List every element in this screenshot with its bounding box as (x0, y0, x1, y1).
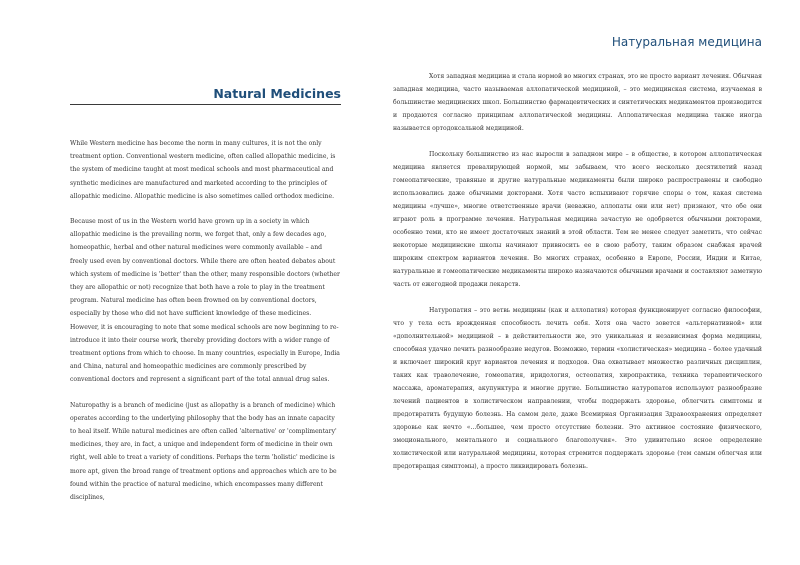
english-title: Natural Medicines (70, 86, 341, 105)
russian-paragraph-2: Поскольку большинство из нас выросли в западном мире – в обществе, в котором аллопатическая медицина является превалирующей нормой, мы забываем, что всего несколько десятилетий назад гомеопатические, травяные и другие натуральные медикаменты были широко распространены и свободно использовались даже обычными докторами. Хотя часто вспыхивают горячие споры о том, какая система медицины «лучше», многие ответственные врачи (неважно, аллопаты они или нет) признают, что обе они играют роль в программе лечения. Натуральная медицина зачастую не одобряется обычными докторами, особенно теми, кто не имеет достаточных знаний в этой области. Тем не менее следует заметить, что сейчас некоторые медицинские школы начинают привносить ее в свою работу, таким образом снабжая врачей широким спектром вариантов лечения. Во многих странах, особенно в Европе, России, Индии и Китае, натуральные и гомеопатические медикаменты широко назначаются обычными врачами и составляют заметную часть от ежегодной продажи лекарств. (393, 151, 762, 288)
english-paragraph-3: Naturopathy is a branch of medicine (just as allopathy is a branch of medicine) which operates according to the underlying philosophy that the body has an innate capacity to heal itself. While natural medicines are often called 'alternative' or 'complimentary' medicines, they are, in fact, a unique and independent form of medicine in their own right, well able to treat a variety of conditions. Perhaps the term 'holistic' medicine is more apt, given the broad range of treatment options and approaches which are to be found within the practice of natural medicine, which encompasses many different disciplines, (70, 401, 337, 502)
russian-paragraph-3: Натуропатия – это ветвь медицины (как и аллопатия) которая функционирует согласно философии, что у тела есть врожденная способность лечить себя. Хотя она часто зовется «альтернативной» или «дополнительной» медициной – в действительности же, это уникальная и независимая форма медицины, способная удачно лечить разнообразие недугов. Возможно, термин «холистическая» медицина – более удачный и включает широкий круг вариантов лечения и подходов. Она охватывает множество различных дисциплин, таких как траволечение, гомеопатия, иридология, остеопатия, хиропрактика, техника терапевтического массажа, ароматерапия, акупунктура и многие другие. Большинство натуропатов используют разнообразие лечений пациентов в холистическом направлении, чтобы поддержать здоровье, облегчить симптомы и предотвратить будущую болезнь. На самом деле, даже Всемирная Организация Здравоохранения определяет здоровье как нечто «...большее, чем просто отсутствие болезни. Это активное состояние физического, эмоционального, ментального и социального благополучия». Это удивительно ясное определение холистической или натуральной медицины, которая стремится поддержать здоровье (тем самым облегчая или предотвращая симптомы), а просто ликвидировать болезнь. (393, 307, 762, 470)
english-body (70, 137, 341, 516)
english-paragraph-1: While Western medicine has become the norm in many cultures, it is not the only treatment option. Conventional western medicine, often called allopathic medicine, is the system of medicine taught at most medical schools and most pharmaceutical and synthetic medicines are manufactured and marketed according to the principles of allopathic medicine. Allopathic medicine is also sometimes called orthodox medicine. (70, 140, 336, 200)
russian-paragraph-1: Хотя западная медицина и стала нормой во многих странах, это не просто вариант лечения. Обычная западная медицина, часто называемая аллопатической медициной, – это медицинская система, изучаемая в большинстве медицинских школ. Большинство фармацевтических и синтетических медикаментов производится и продаются согласно принципам аллопатической медицины. Аллопатическая медицина также иногда называется ортодоксальной медициной. (393, 73, 762, 132)
russian-body (393, 70, 762, 486)
english-paragraph-2: Because most of us in the Western world have grown up in a society in which allopathic medicine is the prevailing norm, we forget that, only a few decades ago, homeopathic, herbal and other natural medicines were commonly available – and freely used even by conventional doctors. While there are often heated debates about which system of medicine is 'better' than the other, many responsible doctors (whether they are allopathic or not) recognize that both have a role to play in the treatment program. Natural medicine has often been frowned on by conventional doctors, especially by those who did not have sufficient knowledge of these medicines. However, it is encouraging to note that some medical schools are now beginning to re-introduce it into their course work, thereby providing doctors with a wider range of treatment options from which to choose. In many countries, especially in Europe, India and China, natural and homeopathic medicines are commonly prescribed by conventional doctors and represent a significant part of the total annual drug sales. (70, 218, 340, 384)
russian-header: Натуральная медицина (611, 35, 762, 49)
